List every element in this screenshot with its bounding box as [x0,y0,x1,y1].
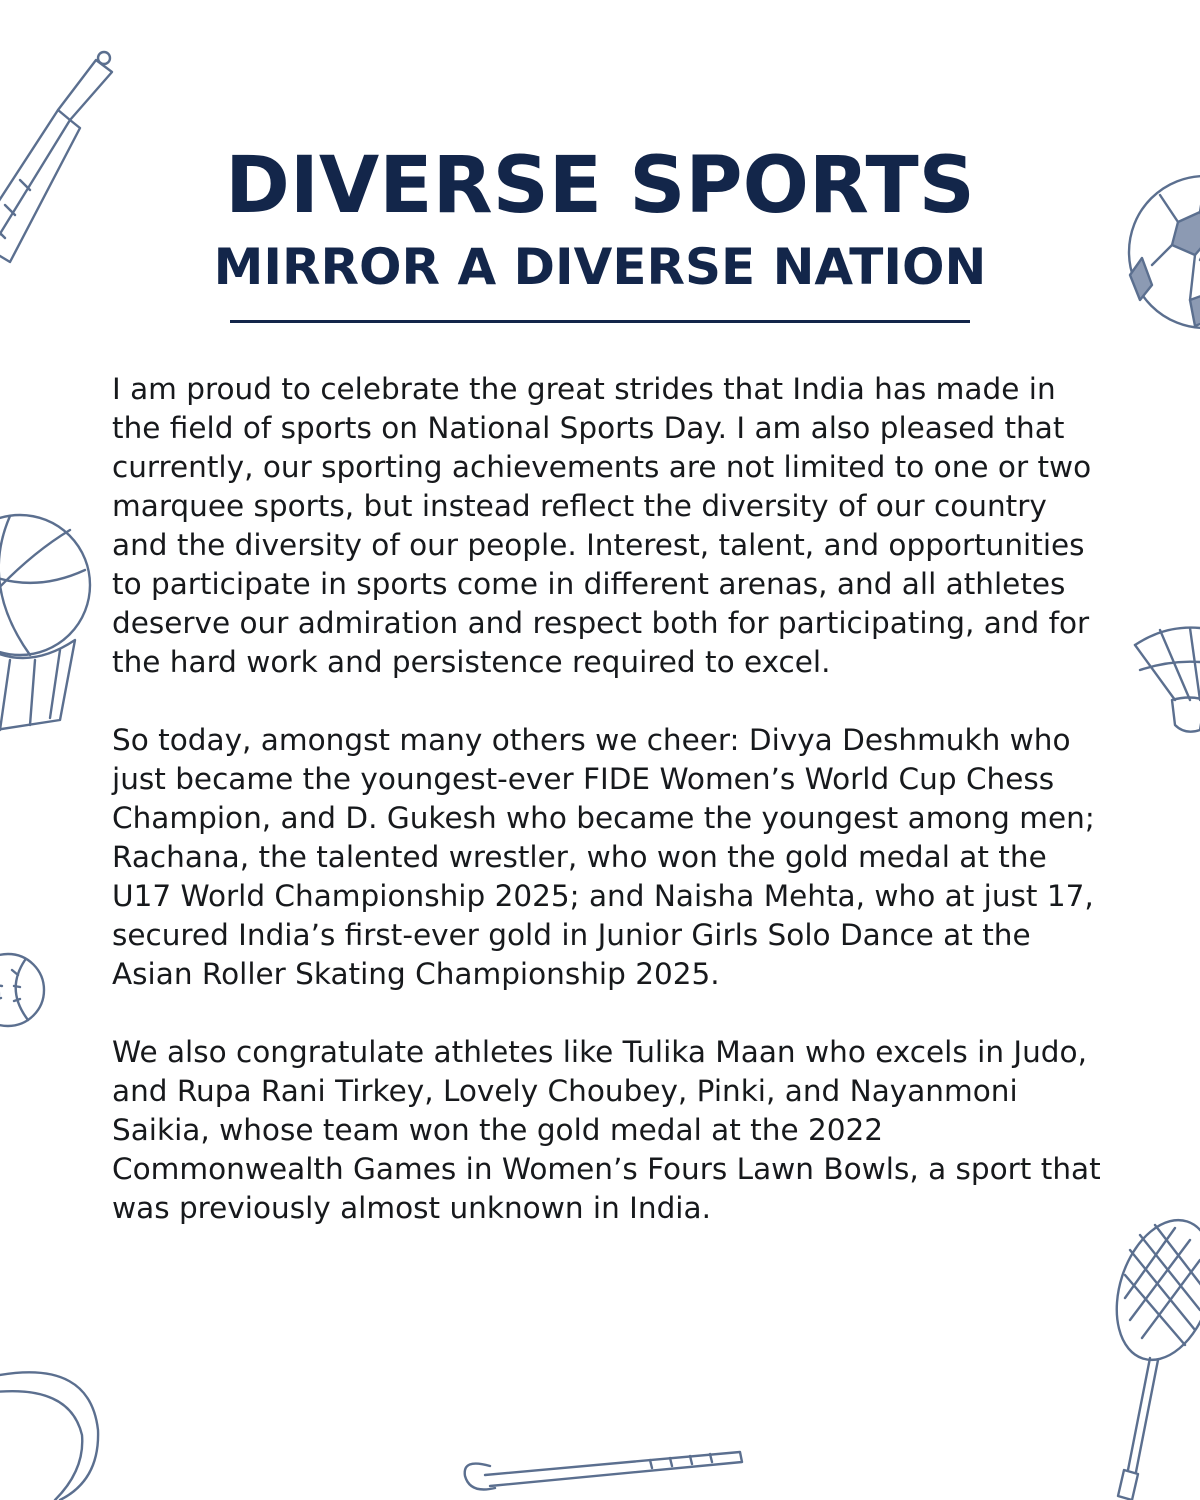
baseball-icon [0,954,44,1026]
table-tennis-paddle-icon [0,1372,98,1500]
page-subtitle: MIRROR A DIVERSE NATION [213,238,987,296]
paragraph-2: So today, amongst many others we cheer: Divya Deshmukh who just became the youngest-ever FIDE Women’s World Cup Chess Champion, and D. Gukesh who became the youngest among men; Rachana, the talented wrestler, who won the gold medal at the U17 World Championship 2025; and Naisha Mehta, who at just 17, secured India’s first-ever gold in Junior Girls Solo Dance at the Asian Roller Skating Championship 2025. [112,723,1095,991]
paragraph-3: We also congratulate athletes like Tulika Maan who excels in Judo, and Rupa Rani Tirkey, Lovely Choubey, Pinki, and Nayanmoni Saikia, whose team won the gold medal at the 2022 Commonwealth Games in Women’s Fours Lawn Bowls, a sport that was previously almost unknown in India. [112,1035,1101,1225]
shuttlecock-icon [1135,628,1200,732]
hockey-stick-icon [465,1452,742,1490]
message-body [112,370,1102,1267]
title-underline [230,320,970,323]
badminton-racket-icon [1100,1208,1200,1500]
paragraph-1: I am proud to celebrate the great strides that India has made in the field of sports on National Sports Day. I am also pleased that currently, our sporting achievements are not limited to one or two marquee sports, but instead reflect the diversity of our country and the diversity of our people. Interest, talent, and opportunities to participate in sports come in different arenas, and all athletes deserve our admiration and respect both for participating, and for the hard work and persistence required to excel. [112,372,1092,679]
page-title: DIVERSE SPORTS [225,141,975,231]
header [0,140,1200,323]
basketball-icon [0,515,90,730]
